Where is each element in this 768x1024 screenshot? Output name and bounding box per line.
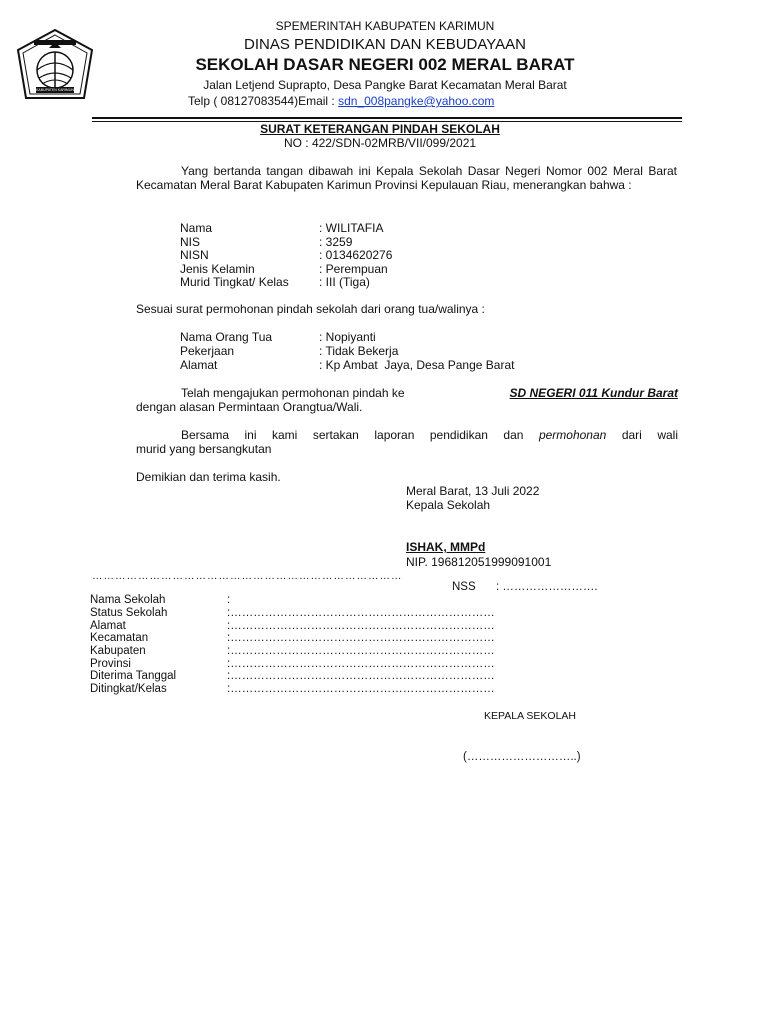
logo-caption: KABUPATEN KARIMUN: [36, 88, 74, 92]
contact-phone: Telp ( 08127083544)Email :: [188, 94, 339, 108]
nss-label: NSS: [452, 581, 476, 593]
transfer-prefix: Telah mengajukan permohonan pindah ke: [181, 386, 405, 400]
header-contact: [188, 94, 494, 108]
header-address: Jalan Letjend Suprapto, Desa Pangke Barat Kecamatan Meral Barat: [203, 78, 567, 92]
dotted-separator: ………………………………………………………………………: [92, 570, 403, 582]
letter-number: NO : 422/SDN-02MRB/VII/099/2021: [283, 136, 477, 150]
receiving-head-sign: (………………………..): [463, 751, 581, 763]
request-line: Sesuai surat permohonan pindah sekolah dari orang tua/walinya :: [136, 302, 485, 316]
letter-title: SURAT KETERANGAN PINDAH SEKOLAH: [260, 122, 500, 136]
transfer-line1: [181, 386, 678, 400]
sign-name: ISHAK, MMPd: [406, 540, 486, 554]
receiving-row: Nama Sekolah: [90, 594, 166, 606]
receiving-row: Diterima Tanggal: [90, 670, 177, 682]
attach-line1: Bersama ini kami sertakan laporan pendidikan dan permohonan dari wali: [181, 428, 678, 442]
receiving-row: Alamat: [90, 619, 126, 632]
receiving-row: Provinsi: [90, 657, 131, 670]
transfer-line2: dengan alasan Permintaan Orangtua/Wali.: [136, 400, 363, 414]
header-line1: SPEMERINTAH KABUPATEN KARIMUN: [275, 19, 495, 33]
closing-line: Demikian dan terima kasih.: [136, 470, 281, 484]
sign-nip: NIP. 196812051999091001: [406, 555, 552, 569]
receiving-row: Status Sekolah: [90, 607, 168, 619]
header-rule-thick: [92, 117, 682, 119]
parent-table: Nama Orang Tua : Nopiyanti Pekerjaan : Tidak Bekerja Alamat : Kp Ambat Jaya, Desa Pange Barat: [180, 330, 515, 372]
receiving-row: Kabupaten: [90, 645, 146, 657]
sign-place-date: Meral Barat, 13 Juli 2022: [406, 484, 540, 498]
header-line2: DINAS PENDIDIKAN DAN KEBUDAYAAN: [243, 36, 526, 53]
receiving-head-title: KEPALA SEKOLAH: [484, 710, 577, 722]
school-name: SEKOLAH DASAR NEGERI 002 MERAL BARAT: [195, 55, 575, 74]
regency-logo: [14, 28, 96, 102]
student-table: Nama : WILITAFIA NIS : 3259 NISN : 0134620276 Jenis Kelamin : Perempuan Murid Tingkat/ Kelas : III (Tiga): [180, 221, 393, 289]
attach-line2: murid yang bersangkutan: [136, 442, 272, 456]
receiving-fields: Nama Sekolah : Status Sekolah :…………………………………………………………… Alamat :…………………………………………………………… Kecamatan :…………………………………………………………… Kabupaten :…………………………………………………………… Provinsi :…………………………………………………………… Diterima Tanggal :…………………………………………………………… Ditingkat/Kelas :……………………………………………………………: [90, 594, 495, 695]
sign-role: Kepala Sekolah: [406, 498, 491, 512]
nss-value: : …………………….: [496, 581, 598, 593]
receiving-row: Kecamatan: [90, 632, 149, 644]
transfer-school: SD NEGERI 011 Kundur Barat: [509, 386, 678, 400]
receiving-row: Ditingkat/Kelas: [90, 683, 167, 695]
intro-paragraph: Yang bertanda tangan dibawah ini Kepala Sekolah Dasar Negeri Nomor 002 Meral Barat Kecamatan Meral Barat Kabupaten Karimun Provinsi Kepulauan Riau, menerangkan bahwa :: [136, 164, 677, 192]
email-link[interactable]: sdn_008pangke@yahoo.com: [338, 94, 495, 108]
